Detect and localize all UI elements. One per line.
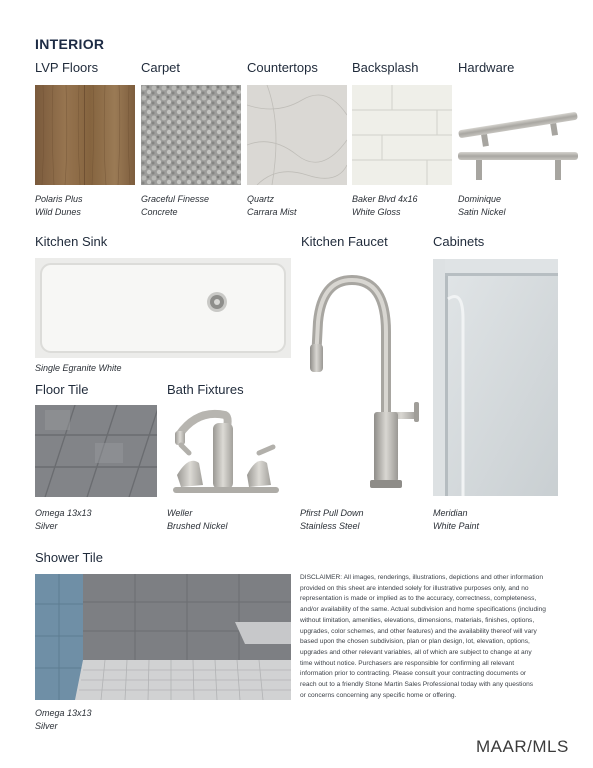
carpet-caption-line2: Concrete bbox=[141, 207, 178, 217]
backsplash-label: Backsplash bbox=[352, 60, 419, 75]
countertops-caption-line1: Quartz bbox=[247, 194, 275, 204]
shower-tile-label: Shower Tile bbox=[35, 550, 103, 565]
floor-tile-caption-line2: Silver bbox=[35, 521, 58, 531]
mls-watermark: MAAR/MLS bbox=[476, 737, 569, 756]
disclaimer-line: representation is made or implied as to the accuracy, correctness, completeness, bbox=[300, 595, 537, 603]
hardware-label: Hardware bbox=[458, 60, 515, 75]
carpet-caption-line1: Graceful Finesse bbox=[141, 194, 210, 204]
bath-fixtures-caption-line1: Weller bbox=[167, 508, 193, 518]
disclaimer-line: and/or availability of the same. Actual subdivision and home specifications (including bbox=[300, 606, 546, 614]
kitchen-sink-image bbox=[35, 258, 291, 358]
cabinets-caption-line1: Meridian bbox=[433, 508, 468, 518]
bath-fixtures-caption bbox=[167, 507, 228, 533]
cabinet-door-swatch bbox=[433, 259, 558, 496]
floor-tile-caption-line1: Omega 13x13 bbox=[35, 508, 92, 518]
disclaimer-line: upgrades and other relevant variables, all of which are subject to change at any bbox=[300, 648, 532, 656]
hardware-caption bbox=[458, 193, 506, 219]
floor-tile-caption bbox=[35, 507, 92, 533]
carpet-caption bbox=[141, 193, 209, 219]
disclaimer-line: upgrades, color schemes, and other features) and the availability thereof will vary bbox=[300, 627, 537, 635]
hardware-pulls-image bbox=[458, 85, 580, 185]
bath-faucet-image bbox=[167, 405, 285, 500]
carpet-label: Carpet bbox=[141, 60, 181, 75]
disclaimer-line: time without notice. Purchasers are responsible for confirming all relevant bbox=[300, 659, 515, 667]
hardware-caption-line2: Satin Nickel bbox=[458, 207, 506, 217]
disclaimer-line: reach out to a friendly Stone Martin Sales Professional today with any questions bbox=[300, 681, 534, 689]
shower-tile-caption-line1: Omega 13x13 bbox=[35, 708, 92, 718]
kitchen-sink-label: Kitchen Sink bbox=[35, 234, 108, 249]
kitchen-faucet-label: Kitchen Faucet bbox=[301, 234, 388, 249]
lvp-wood-swatch bbox=[35, 85, 135, 185]
kitchen-sink-caption bbox=[35, 362, 122, 375]
floor-tile-swatch bbox=[35, 405, 157, 497]
cabinets-caption-line2: White Paint bbox=[433, 521, 480, 531]
hardware-caption-line1: Dominique bbox=[458, 194, 502, 204]
disclaimer-line: without limitation, amenities, elevations, dimensions, materials, finishes, options, bbox=[300, 616, 535, 624]
kitchen-faucet-caption bbox=[300, 507, 364, 533]
shower-tile-caption-line2: Silver bbox=[35, 721, 58, 731]
page-title: INTERIOR bbox=[35, 36, 105, 52]
disclaimer-line: based upon the chosen subdivision, plan or plan design, lot, elevation, options, bbox=[300, 638, 530, 646]
disclaimer-line: provided on this sheet are intended solely for illustrative purposes only, and no bbox=[300, 584, 529, 592]
floor-tile-label: Floor Tile bbox=[35, 382, 89, 397]
kitchen-sink-caption-line1: Single Egranite White bbox=[35, 363, 122, 373]
shower-tile-image bbox=[35, 574, 291, 700]
kitchen-faucet-caption-line2: Stainless Steel bbox=[300, 521, 360, 531]
disclaimer-line: information prior to contracting. Please consult your contracting documents or bbox=[300, 670, 527, 678]
bath-fixtures-caption-line2: Brushed Nickel bbox=[167, 521, 228, 531]
lvp-floors-label: LVP Floors bbox=[35, 60, 99, 75]
bath-fixtures-label: Bath Fixtures bbox=[167, 382, 244, 397]
shower-tile-caption bbox=[35, 707, 92, 733]
disclaimer-line: or concerns concerning any specific home or offering. bbox=[300, 691, 457, 699]
kitchen-faucet-image bbox=[300, 262, 426, 497]
countertops-caption-line2: Carrara Mist bbox=[247, 207, 297, 217]
cabinets-caption bbox=[433, 507, 479, 533]
disclaimer-text bbox=[300, 573, 562, 701]
cabinets-label: Cabinets bbox=[433, 234, 485, 249]
countertops-label: Countertops bbox=[247, 60, 318, 75]
quartz-swatch bbox=[247, 85, 347, 185]
backsplash-swatch bbox=[352, 85, 452, 185]
carpet-swatch bbox=[141, 85, 241, 185]
disclaimer-line: DISCLAIMER: All images, renderings, illustrations, depictions and other information bbox=[300, 574, 543, 581]
kitchen-faucet-caption-line1: Pfirst Pull Down bbox=[300, 508, 364, 518]
lvp-caption-line2: Wild Dunes bbox=[35, 207, 81, 217]
backsplash-caption-line2: White Gloss bbox=[352, 207, 401, 217]
backsplash-caption bbox=[352, 193, 418, 219]
countertops-caption bbox=[247, 193, 297, 219]
backsplash-caption-line1: Baker Blvd 4x16 bbox=[352, 194, 418, 204]
lvp-caption-line1: Polaris Plus bbox=[35, 194, 83, 204]
lvp-caption bbox=[35, 193, 83, 219]
